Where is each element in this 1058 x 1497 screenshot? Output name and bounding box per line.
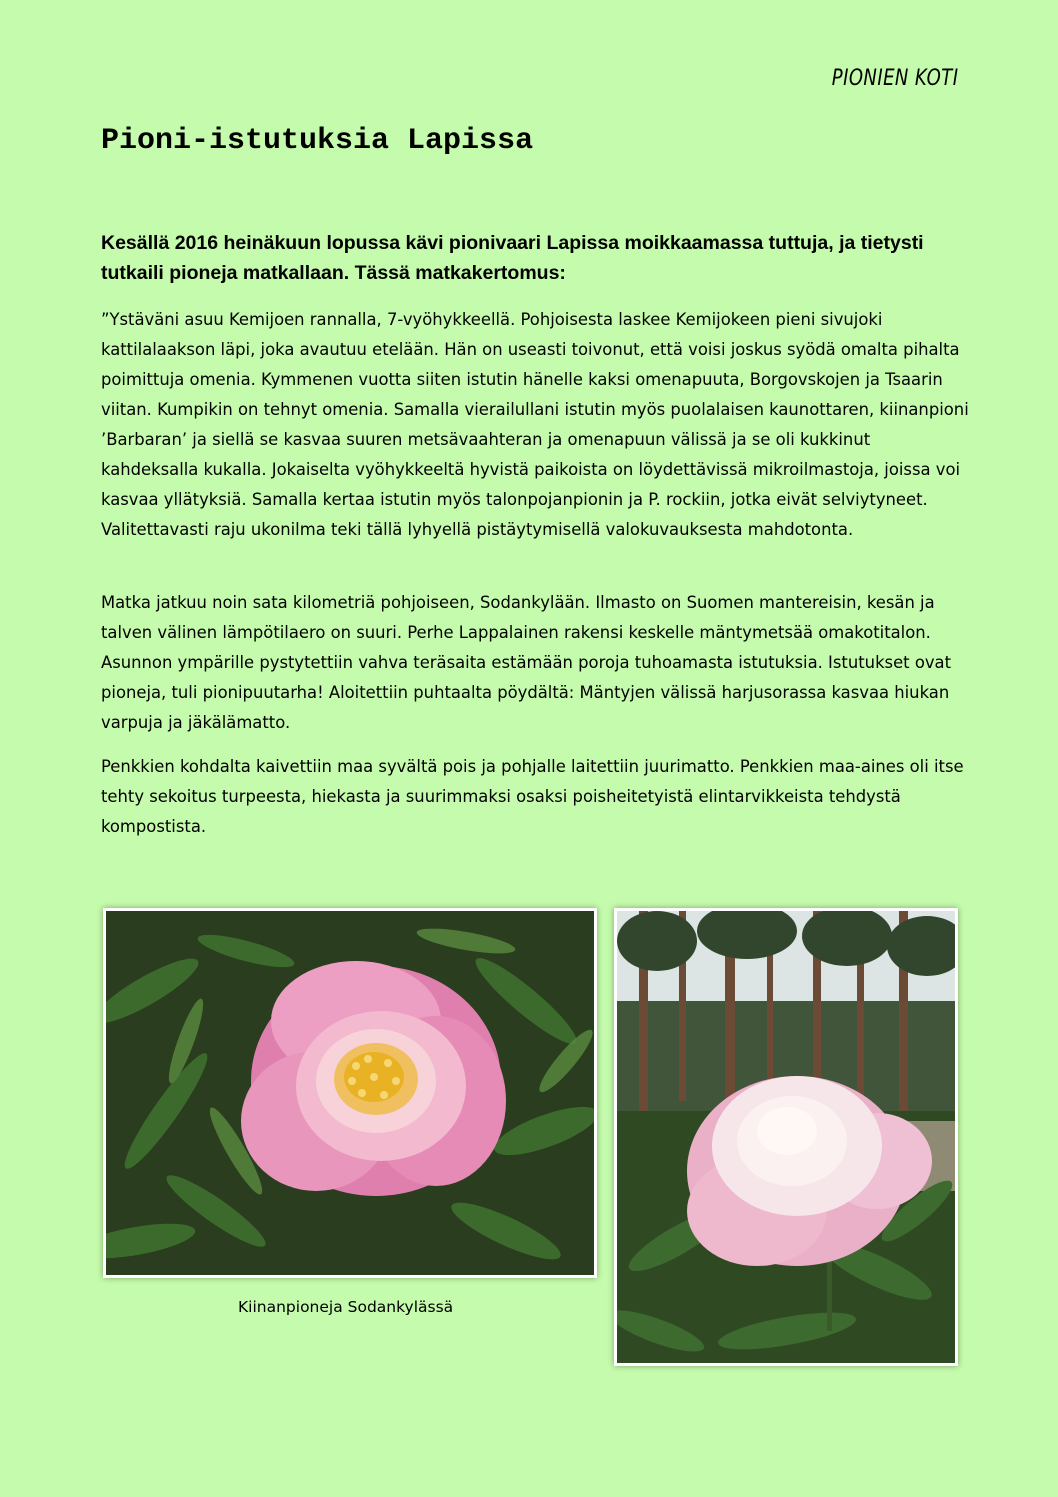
page-title: Pioni-istutuksia Lapissa [101,124,534,158]
article-paragraph-1: ”Ystäväni asuu Kemijoen rannalla, 7-vyöhykkeellä. Pohjoisesta laskee Kemijokeen pieni sivujoki kattilalaakson läpi, joka avautuu etelään. Hän on useasti toivonut, että voisi joskus syödä omalta pihalta poimittuja omenia. Kymmenen vuotta siiten istutin hänelle kaksi omenapuuta, Borgovskojen ja Tsaarin viitan. Kumpikin on tehnyt omenia. Samalla vierailullani istutin myös puolalaisen kaunottaren, kiinanpioni ’Barbaran’ ja siellä se kasvaa suuren metsävaahteran ja omenapuun välissä ja se oli kukkinut kahdeksalla kukalla. Jokaiselta vyöhykkeeltä hyvistä paikoista on löydettävissä mikroilmastoja, joissa voi kasvaa yllätyksiä. Samalla kertaa istutin myös talonpojanpionin ja P. rockiin, jotka eivät selviytyneet. Valitettavasti raju ukonilma teki tällä lyhyellä pistäytymisellä valokuvauksesta mahdotonta. [101,310,969,539]
article-paragraph-2: Matka jatkuu noin sata kilometriä pohjoiseen, Sodankylään. Ilmasto on Suomen mantereisin, kesän ja talven välinen lämpötilaero on suuri. Perhe Lappalainen rakensi keskelle mäntymetsää omakotitalon. Asunnon ympärille pystytettiin vahva teräsaita estämään poroja tuhoamasta istutuksia. Istutukset ovat pioneja, tuli pionipuutarha! Aloitettiin puhtaalta pöydältä: Mäntyjen välissä harjusorassa kasvaa hiukan varpuja ja jäkälämatto. [101,593,952,732]
site-brand: PIONIEN KOTI [831,66,958,91]
pale-peony-photo [614,908,958,1366]
photo-caption: Kiinanpioneja Sodankylässä [238,1298,454,1316]
article-paragraph-3: Penkkien kohdalta kaivettiin maa syvältä pois ja pohjalle laitettiin juurimatto. Penkkien maa-aines oli itse tehty sekoitus turpeesta, hiekasta ja suurimmaksi osaksi poisheitetyistä elintarvikkeista tehdystä kompostista. [101,757,964,836]
article-lead: Kesällä 2016 heinäkuun lopussa kävi pionivaari Lapissa moikkaamassa tuttuja, ja tietysti tutkaili pioneja matkallaan. Tässä matkakertomus: [101,232,924,284]
pink-peony-photo [103,908,597,1278]
